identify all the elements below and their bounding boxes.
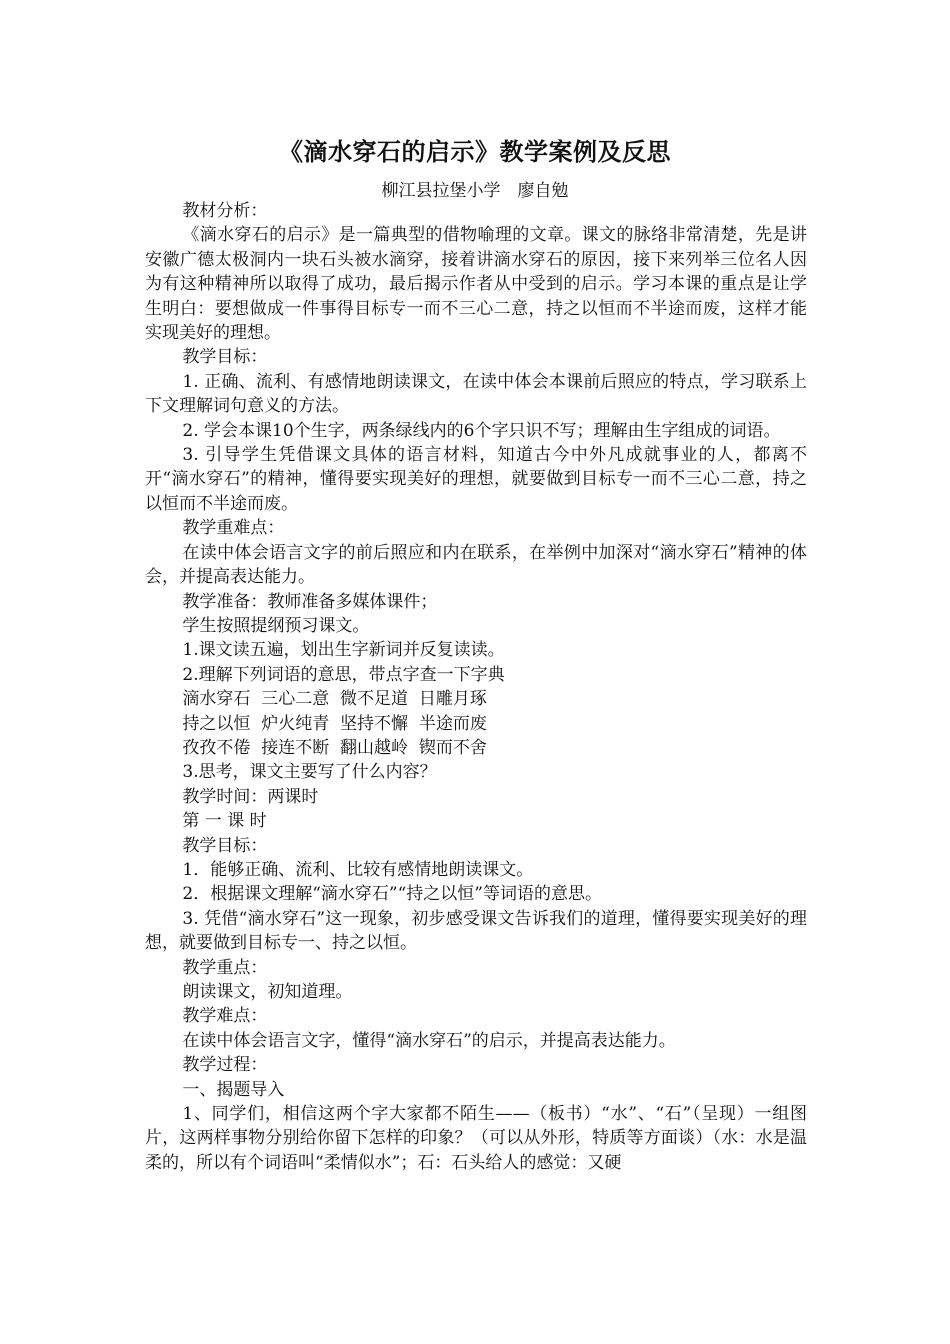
author-line: 柳江县拉堡小学 廖自勉	[381, 181, 569, 201]
body-paragraph: 2.理解下列词语的意思，带点字查一下字典	[182, 664, 505, 685]
body-paragraph: 教学目标：	[182, 347, 268, 368]
body-paragraph: 1．能够正确、流利、比较有感情地朗读课文。	[182, 859, 534, 880]
body-paragraph: 第 一 课 时	[182, 811, 267, 832]
vocab-line: 持之以恒 炉火纯青 坚持不懈 半途而废	[182, 713, 487, 734]
body-paragraph: 学生按照提纲预习课文。	[182, 615, 370, 636]
body-paragraph: 教学重点：	[182, 957, 268, 978]
body-paragraph: 一、揭题导入	[182, 1079, 285, 1100]
body-paragraph: 教学准备：教师准备多媒体课件；	[182, 591, 438, 612]
body-paragraph: 2. 学会本课10个生字，两条绿线内的6个字只识不写；理解由生字组成的词语。	[182, 420, 781, 441]
document-body	[145, 199, 807, 1175]
body-paragraph: 1、同学们，相信这两个字大家都不陌生——（板书）“水”、“石”（呈现）一组图片，这两样事物分别给你留下怎样的印象？（可以从外形，特质等方面谈）（水：水是温柔的，所以有个词语叫“柔情似水”；石：石头给人的感觉：又硬	[145, 1104, 807, 1173]
vocab-line: 滴水穿石 三心二意 微不足道 日雕月琢	[182, 689, 487, 710]
body-paragraph: 2．根据课文理解“滴水穿石”“持之以恒”等词语的意思。	[182, 884, 602, 905]
body-paragraph: 在读中体会语言文字的前后照应和内在联系，在举例中加深对“滴水穿石”精神的体会，并提高表达能力。	[145, 542, 807, 588]
body-paragraph: 教学难点：	[182, 1006, 268, 1027]
body-paragraph: 3. 引导学生凭借课文具体的语言材料，知道古今中外凡成就事业的人，都离不开“滴水穿石”的精神，懂得要实现美好的理想，就要做到目标专一而不三心二意，持之以恒而不半途而废。	[145, 445, 807, 514]
body-paragraph: 3. 凭借“滴水穿石”这一现象，初步感受课文告诉我们的道理，懂得要实现美好的理想，就要做到目标专一、持之以恒。	[145, 908, 807, 954]
body-paragraph: 1.课文读五遍，划出生字新词并反复读读。	[182, 640, 505, 661]
body-paragraph: 教材分析：	[182, 201, 268, 221]
body-paragraph: 教学重难点：	[182, 518, 285, 539]
body-paragraph: 教学时间：两课时	[182, 786, 319, 807]
body-paragraph: 1. 正确、流利、有感情地朗读课文，在读中体会本课前后照应的特点，学习联系上下文理解词句意义的方法。	[145, 371, 807, 417]
body-paragraph: 教学目标：	[182, 835, 268, 856]
body-paragraph: 3.思考，课文主要写了什么内容？	[182, 762, 437, 783]
body-paragraph: 《滴水穿石的启示》是一篇典型的借物喻理的文章。课文的脉络非常清楚，先是讲安徽广德太极洞内一块石头被水滴穿，接着讲滴水穿石的原因，接下来列举三位名人因为有这种精神所以取得了成功，最后揭示作者从中受到的启示。学习本课的重点是让学生明白：要想做成一件事得目标专一而不三心二意，持之以恒而不半途而废，这样才能实现美好的理想。	[145, 225, 807, 344]
body-paragraph: 在读中体会语言文字，懂得“滴水穿石”的启示，并提高表达能力。	[182, 1030, 676, 1051]
vocab-line: 孜孜不倦 接连不断 翻山越岭 锲而不舍	[182, 737, 487, 758]
body-paragraph: 教学过程：	[182, 1055, 268, 1076]
body-paragraph: 朗读课文，初知道理。	[182, 982, 353, 1002]
document-title: 《滴水穿石的启示》教学案例及反思	[279, 138, 671, 166]
